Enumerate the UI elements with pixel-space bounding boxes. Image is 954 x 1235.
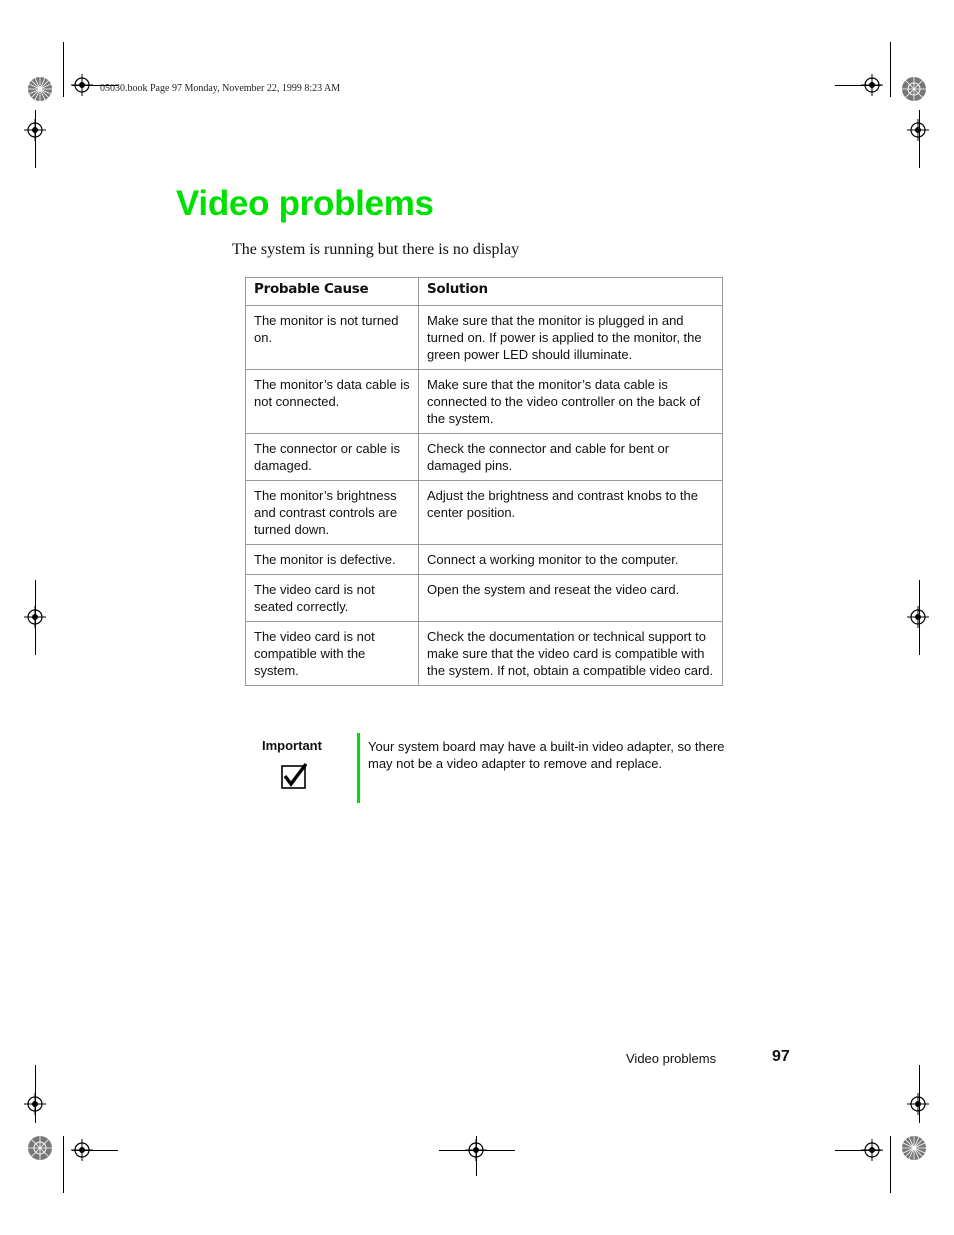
- checkmark-icon: [281, 763, 309, 789]
- solution-cell: Adjust the brightness and contrast knobs to the center position.: [419, 481, 723, 545]
- cause-cell: The monitor is defective.: [246, 545, 419, 575]
- print-slug: 05030.book Page 97 Monday, November 22, 1999 8:23 AM: [100, 83, 341, 94]
- column-header-cause: Probable Cause: [246, 278, 419, 306]
- registration-crosshair-icon: [71, 74, 93, 96]
- table-row: [246, 306, 723, 370]
- registration-star-icon: [27, 1135, 53, 1161]
- registration-crosshair-icon: [24, 119, 46, 141]
- cause-cell: The monitor is not turned on.: [246, 306, 419, 370]
- cause-cell: The connector or cable is damaged.: [246, 434, 419, 481]
- solution-cell: Check the documentation or technical support to make sure that the video card is compatible with the system. If not, obtain a compatible video card.: [419, 622, 723, 686]
- registration-crosshair-icon: [24, 1093, 46, 1115]
- registration-crosshair-icon: [24, 606, 46, 628]
- table-row: [246, 622, 723, 686]
- solution-cell: Check the connector and cable for bent or damaged pins.: [419, 434, 723, 481]
- table-header-row: [246, 278, 723, 306]
- solution-cell: Make sure that the monitor’s data cable is connected to the video controller on the back of the system.: [419, 370, 723, 434]
- solution-cell: Open the system and reseat the video card.: [419, 575, 723, 622]
- cause-cell: The monitor’s brightness and contrast controls are turned down.: [246, 481, 419, 545]
- cause-cell: The monitor’s data cable is not connected.: [246, 370, 419, 434]
- cause-cell: The video card is not seated correctly.: [246, 575, 419, 622]
- column-header-solution: Solution: [419, 278, 723, 306]
- registration-crosshair-icon: [71, 1139, 93, 1161]
- solution-cell: Connect a working monitor to the computer.: [419, 545, 723, 575]
- troubleshooting-table: [245, 277, 723, 686]
- registration-crosshair-icon: [907, 1093, 929, 1115]
- note-accent-bar: [357, 733, 360, 803]
- table-row: [246, 370, 723, 434]
- registration-crosshair-icon: [861, 1139, 883, 1161]
- registration-star-icon: [901, 1135, 927, 1161]
- important-note-text: Your system board may have a built-in video adapter, so there may not be a video adapter to remove and replace.: [368, 739, 725, 771]
- registration-star-icon: [27, 76, 53, 102]
- footer-section-title: Video problems: [626, 1051, 717, 1066]
- registration-star-icon: [901, 76, 927, 102]
- section-subheading: The system is running but there is no display: [232, 241, 520, 258]
- registration-crosshair-icon: [465, 1139, 487, 1161]
- table-row: [246, 481, 723, 545]
- page-number: 97: [772, 1048, 790, 1065]
- registration-crosshair-icon: [861, 74, 883, 96]
- table-row: [246, 434, 723, 481]
- registration-crosshair-icon: [907, 606, 929, 628]
- important-label: Important: [262, 738, 322, 753]
- registration-crosshair-icon: [907, 119, 929, 141]
- table-row: [246, 545, 723, 575]
- page-title: Video problems: [176, 184, 434, 223]
- cause-cell: The video card is not compatible with the system.: [246, 622, 419, 686]
- table-row: [246, 575, 723, 622]
- solution-cell: Make sure that the monitor is plugged in and turned on. If power is applied to the monitor, the green power LED should illuminate.: [419, 306, 723, 370]
